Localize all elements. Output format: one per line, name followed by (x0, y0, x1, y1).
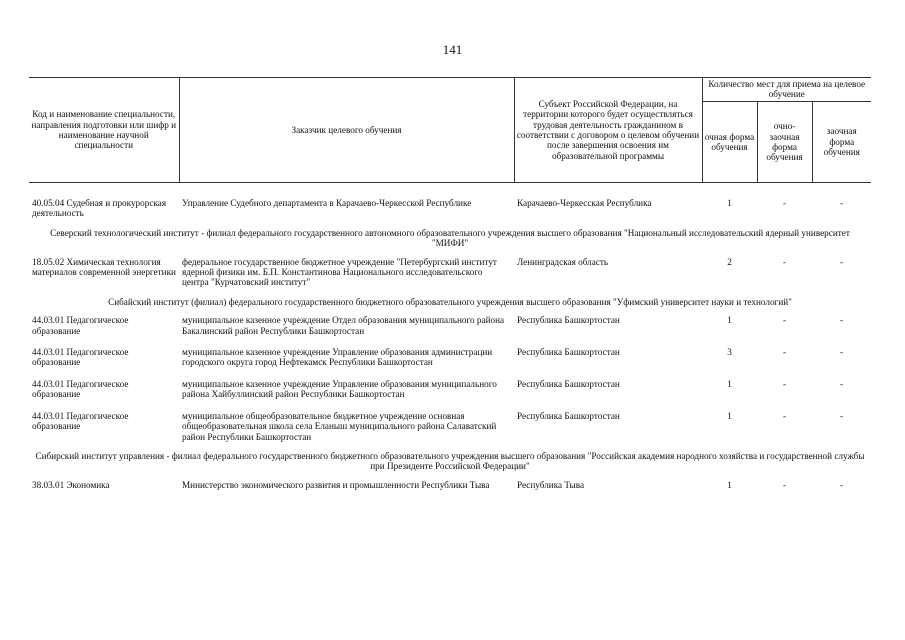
row-code: 40.05.04 Судебная и прокурорская деятельность (32, 198, 167, 219)
row-subject: Республика Башкортостан (517, 347, 620, 358)
table-header (29, 78, 871, 183)
section-title: Северский технологический институт - филиал федерального государственного автономного образовательного учреждения высшего образования "Национальный исследовательский ядерный университет "МИФИ" (50, 227, 850, 249)
row-fulltime-count: 1 (727, 479, 732, 490)
section-row (29, 292, 871, 313)
row-parttime-count: - (839, 347, 844, 358)
row-fulltime-count: 1 (727, 410, 732, 421)
row-parttime-count: - (839, 410, 844, 421)
row-subject: Республика Тыва (517, 479, 585, 490)
row-fulltime-count: 1 (727, 198, 732, 208)
row-code: 44.03.01 Педагогическое образование (32, 347, 129, 368)
header-places: Количество мест для приема на целевое обучение (702, 78, 871, 102)
row-customer: муниципальное казенное учреждение Управление образования муниципального района Хайбуллинский район Республики Башкортостан (182, 378, 497, 400)
row-mixed-count: - (782, 479, 787, 490)
table-row (29, 255, 871, 292)
table-row (29, 478, 871, 494)
row-customer: Управление Судебного департамента в Карачаево-Черкесской Республике (182, 198, 472, 208)
row-customer: федеральное государственное бюджетное учреждение "Петербургский институт ядерной физики им. Б.П. Константинова Национального исследовательского центра "Курчатовский институт" (182, 256, 497, 288)
row-parttime-count: - (839, 378, 844, 389)
section-row (29, 223, 871, 255)
table-row (29, 345, 871, 377)
row-code: 44.03.01 Педагогическое образование (32, 410, 129, 432)
row-customer: муниципальное общеобразовательное бюджетное учреждение основная общеобразовательная школа села Еланыш муниципального района Салаватский район Республики Башкортостан (182, 410, 497, 442)
header-mixed: очно-заочная форма обучения (757, 101, 812, 182)
row-customer: Министерство экономического развития и промышленности Республики Тыва (182, 479, 490, 490)
row-mixed-count: - (782, 410, 787, 421)
row-mixed-count: - (782, 347, 787, 358)
row-mixed-count: - (782, 198, 787, 208)
row-parttime-count: - (839, 256, 844, 267)
row-customer: муниципальное казенное учреждение Отдел образования муниципального района Бакалинский район Республики Башкортостан (182, 315, 505, 336)
header-fulltime: очная форма обучения (702, 101, 757, 182)
table-row (29, 313, 871, 345)
table-row (29, 409, 871, 446)
row-fulltime-count: 2 (727, 256, 732, 267)
target-admission-table (29, 77, 871, 494)
row-code: 38.03.01 Экономика (32, 479, 110, 490)
table-body (29, 183, 871, 495)
row-parttime-count: - (839, 198, 844, 208)
row-subject: Республика Башкортостан (517, 410, 620, 421)
section-row (29, 446, 871, 478)
table-row (29, 377, 871, 409)
row-subject: Ленинградская область (517, 256, 609, 267)
row-code: 44.03.01 Педагогическое образование (32, 378, 129, 400)
row-code: 18.05.02 Химическая технология материалов современной энергетики (32, 256, 176, 278)
row-mixed-count: - (782, 378, 787, 389)
row-fulltime-count: 1 (727, 315, 732, 326)
header-parttime: заочная форма обучения (812, 101, 871, 182)
row-customer: муниципальное казенное учреждение Управление образования администрации городского округа город Нефтекамск Республики Башкортостан (182, 347, 493, 368)
table-row (29, 196, 871, 223)
row-subject: Карачаево-Черкесская Республика (517, 198, 652, 208)
row-mixed-count: - (782, 256, 787, 267)
section-title: Сибирский институт управления - филиал федерального государственного бюджетного образовательного учреждения высшего образования "Российская академия народного хозяйства и государственной службы при Президенте Российской Федерации" (35, 450, 865, 472)
row-fulltime-count: 3 (727, 347, 732, 358)
row-mixed-count: - (782, 315, 787, 326)
row-subject: Республика Башкортостан (517, 315, 620, 326)
row-code: 44.03.01 Педагогическое образование (32, 315, 129, 336)
header-code: Код и наименование специальности, направления подготовки или шифр и наименование научной специальности (29, 78, 179, 183)
page-number: 141 (442, 42, 463, 57)
row-parttime-count: - (839, 315, 844, 326)
row-subject: Республика Башкортостан (517, 378, 620, 389)
section-title: Сибайский институт (филиал) федерального государственного бюджетного образовательного учреждения высшего образования "Уфимский университет науки и технологий" (108, 296, 792, 307)
row-fulltime-count: 1 (727, 378, 732, 389)
row-parttime-count: - (839, 479, 844, 490)
header-subject: Субъект Российской Федерации, на территории которого будет осуществляться трудовая деятельность гражданином в соответствии с договором о целевом обучении после завершения освоения им образовательной программы (514, 78, 702, 183)
header-customer: Заказчик целевого обучения (179, 78, 514, 183)
